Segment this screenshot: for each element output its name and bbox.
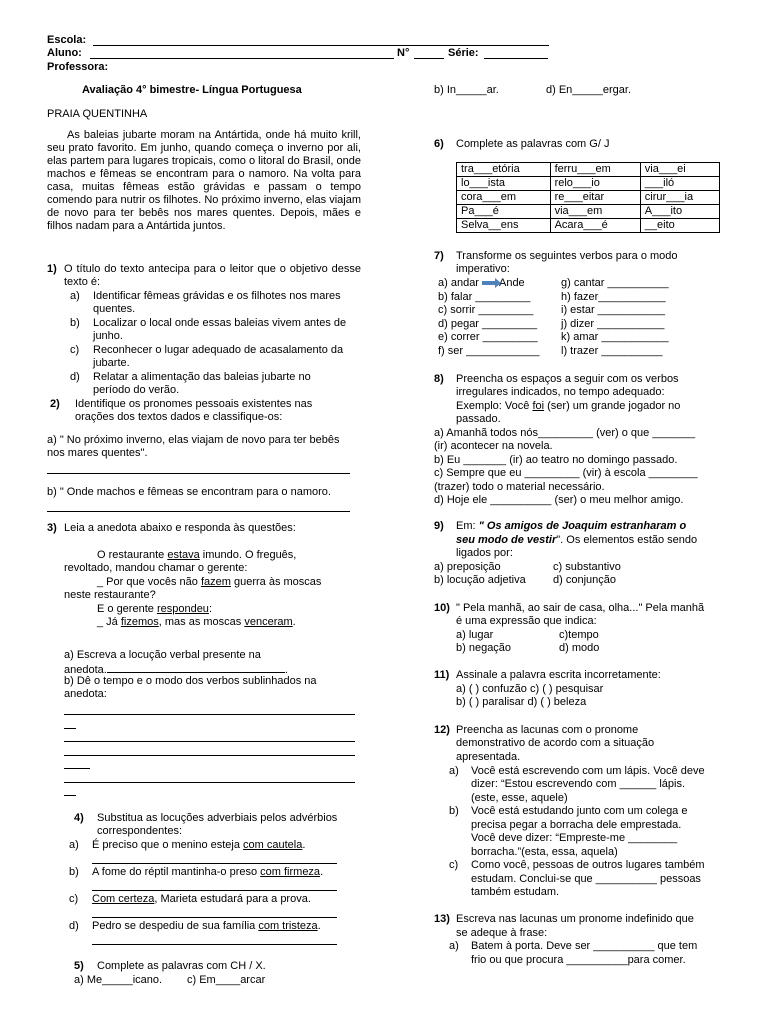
- q4-prompt: Substitua as locuções adverbiais pelos advérbios: [97, 812, 338, 824]
- q7-item: d) pegar _________: [438, 318, 538, 330]
- q1-option-letter: c): [70, 344, 80, 356]
- page-title: Avaliação 4° bimestre- Língua Portuguesa: [82, 84, 302, 96]
- q3-item-b: b) Dê o tempo e o modo dos verbos sublinhados na: [64, 675, 317, 687]
- q1-number: 1): [47, 263, 57, 275]
- q7-number: 7): [434, 250, 444, 262]
- q9-prompt: seu modo de vestir". Os elementos estão sendo: [456, 534, 698, 546]
- q7-item: g) cantar __________: [561, 277, 669, 289]
- q11-number: 11): [434, 669, 450, 681]
- q13-letter: a): [449, 940, 459, 952]
- q13-number: 13): [434, 913, 450, 925]
- q12-item: Você está estudando junto com um colega e: [471, 805, 688, 817]
- q9-number: 9): [434, 520, 444, 532]
- q13-prompt: Escreva nas lacunas um pronome indefinido que: [456, 913, 694, 925]
- text-body: As baleias jubarte moram na Antártida, onde há muito krill, seu prato favorito. Em junho, quando começa o inverno por ali, elas partem para lugares tropicais, como o litoral do Brasil, onde machos e fêmeas se encontram para o namoro. Na volta para casa, muitas fêmeas estão grávidas e passam o tempo comendo para nutrir os filhotes. No próximo inverno, elas viajam de novo para ter bebês nos mares quentes. Depois, mães e filhos nadam para a Antártida juntos.: [47, 129, 361, 232]
- q7-item: j) dizer ___________: [561, 318, 665, 330]
- q10-prompt: é uma expressão que indica:: [456, 615, 597, 627]
- q5-item-c: c) Em____arcar: [187, 974, 266, 986]
- answer-blank[interactable]: [107, 662, 285, 673]
- q12-letter: c): [449, 859, 459, 871]
- q2-item-a: nos mares quentes".: [47, 447, 148, 459]
- q7-item: h) fazer___________: [561, 291, 666, 303]
- q9-prompt: Em: " Os amigos de Joaquim estranharam o: [456, 520, 687, 532]
- table-cell[interactable]: __eito: [640, 219, 719, 233]
- q10-option: c)tempo: [559, 629, 599, 641]
- anecdote-line: _ Por que vocês não fazem guerra às moscas: [97, 576, 322, 588]
- q3-item-a: anedota. .: [64, 664, 288, 676]
- answer-line[interactable]: [92, 890, 337, 891]
- q6-number: 6): [434, 138, 444, 150]
- q8-prompt: irregulares indicados, no tempo adequado:: [456, 386, 665, 398]
- q8-example: Exemplo: Você foi (ser) um grande jogador no: [456, 400, 681, 412]
- q9-option: d) conjunção: [553, 574, 616, 586]
- answer-line[interactable]: [64, 795, 76, 796]
- serie-label: Série:: [448, 47, 479, 59]
- answer-line[interactable]: [47, 473, 350, 474]
- answer-line[interactable]: [92, 917, 337, 918]
- q13-item: frio ou que procura __________para comer.: [471, 954, 686, 966]
- q7-item: k) amar ___________: [561, 331, 669, 343]
- q4-letter: a): [69, 839, 79, 851]
- q7-item: c) sorrir _________: [438, 304, 534, 316]
- table-cell[interactable]: ___iló: [640, 177, 719, 191]
- anecdote-line: O restaurante estava imundo. O freguês,: [97, 549, 297, 561]
- q1-option-letter: b): [70, 317, 80, 329]
- q10-prompt: " Pela manhã, ao sair de casa, olha..." Pela manhã: [456, 602, 705, 614]
- answer-line[interactable]: [64, 741, 355, 742]
- q4-letter: b): [69, 866, 79, 878]
- table-cell[interactable]: cora___em: [457, 191, 551, 205]
- right-arrow-icon: [482, 281, 496, 285]
- answer-line[interactable]: [64, 782, 355, 783]
- q4-item: A fome do réptil mantinha-o preso com firmeza.: [92, 866, 324, 878]
- q2-prompt: Identifique os pronomes pessoais existentes nas: [75, 398, 313, 410]
- q1-option-text: Identificar fêmeas grávidas e os filhotes nos mares: [93, 290, 341, 302]
- q1-option-text: Localizar o local onde essas baleias vivem antes de: [93, 317, 347, 329]
- q7-prompt: imperativo:: [456, 263, 510, 275]
- q4-item: Com certeza, Marieta estudará para a prova.: [92, 893, 311, 905]
- q3-prompt: Leia a anedota abaixo e responda às questões:: [64, 522, 296, 534]
- table-cell[interactable]: Pa___é: [457, 205, 551, 219]
- q1-option-text: Relatar a alimentação das baleias jubarte no: [93, 371, 311, 383]
- q10-option: b) negação: [456, 642, 512, 654]
- q4-letter: c): [69, 893, 79, 905]
- q1-prompt: O título do texto antecipa para o leitor que o objetivo desse texto é:: [64, 263, 361, 288]
- q5-item-d: d) En_____ergar.: [546, 84, 632, 96]
- q11-prompt: Assinale a palavra escrita incorretamente:: [456, 669, 661, 681]
- escola-line: [93, 45, 549, 46]
- q12-item: precisa pegar a borracha dele emprestada.: [471, 819, 682, 831]
- q8-example: passado.: [456, 413, 501, 425]
- q8-item: a) Amanhã todos nós_________ (ver) o que _______: [434, 427, 696, 439]
- q12-prompt: demonstrativo de acordo com a situação: [456, 737, 655, 749]
- q2-prompt: orações dos textos dados e classifique-os:: [75, 411, 283, 423]
- q12-item: Como você, pessoas de outros lugares também: [471, 859, 705, 871]
- answer-line[interactable]: [92, 944, 337, 945]
- table-cell[interactable]: cirur___ia: [640, 191, 719, 205]
- q1-option-letter: a): [70, 290, 80, 302]
- q9-option: b) locução adjetiva: [434, 574, 526, 586]
- q7-item: i) estar ___________: [561, 304, 665, 316]
- q11-options[interactable]: a) ( ) confuzão c) ( ) pesquisar: [456, 683, 604, 695]
- q12-prompt: apresentada.: [456, 751, 521, 763]
- q7-example: a) andar Ande: [438, 277, 525, 289]
- q4-letter: d): [69, 920, 79, 932]
- anecdote-line: E o gerente respondeu:: [97, 603, 212, 615]
- professora-label: Professora:: [47, 61, 109, 73]
- q5-item-a: a) Me_____icano.: [74, 974, 163, 986]
- q2-item-b: b) " Onde machos e fêmeas se encontram para o namoro.: [47, 486, 331, 498]
- q8-item: d) Hoje ele __________ (ser) o meu melhor amigo.: [434, 494, 684, 506]
- answer-line[interactable]: [64, 728, 76, 729]
- table-row: [457, 163, 720, 177]
- q3-number: 3): [47, 522, 57, 534]
- q4-number: 4): [74, 812, 84, 824]
- q3-item-a: a) Escreva a locução verbal presente na: [64, 649, 261, 661]
- q8-item: (ir) acontecer na novela.: [434, 440, 553, 452]
- table-cell[interactable]: Selva__ens: [457, 219, 551, 233]
- escola-label: Escola:: [47, 34, 87, 46]
- q12-item: borracha.”(esta, essa, aquela): [471, 846, 618, 858]
- text-title: PRAIA QUENTINHA: [47, 108, 148, 120]
- q9-option: c) substantivo: [553, 561, 621, 573]
- q13-prompt: se adeque à frase:: [456, 927, 548, 939]
- aluno-label: Aluno:: [47, 47, 82, 59]
- answer-line[interactable]: [64, 768, 90, 769]
- aluno-line: [90, 58, 394, 59]
- q1-option-letter: d): [70, 371, 80, 383]
- q10-option: d) modo: [559, 642, 600, 654]
- q4-prompt: correspondentes:: [97, 825, 182, 837]
- q8-item: b) Eu _______ (ir) ao teatro no domingo passado.: [434, 454, 678, 466]
- q5-number: 5): [74, 960, 84, 972]
- q1-option-text: jubarte.: [93, 357, 130, 369]
- table-cell[interactable]: via___em: [550, 205, 640, 219]
- q3-item-b: anedota:: [64, 688, 107, 700]
- q4-item: Pedro se despediu de sua família com tristeza.: [92, 920, 321, 932]
- table-cell[interactable]: via___ei: [640, 163, 719, 177]
- q1-option-text: quentes.: [93, 303, 136, 315]
- table-row: [457, 219, 720, 233]
- gj-table: [456, 162, 720, 233]
- answer-line[interactable]: [64, 755, 355, 756]
- q8-prompt: Preencha os espaços a seguir com os verbos: [456, 373, 679, 385]
- q7-item: l) trazer __________: [561, 345, 663, 357]
- table-cell[interactable]: relo___io: [550, 177, 640, 191]
- q11-options[interactable]: b) ( ) paralisar d) ( ) beleza: [456, 696, 587, 708]
- q5-item-b: b) In_____ar.: [434, 84, 499, 96]
- q2-item-a: a) " No próximo inverno, elas viajam de novo para ter bebês: [47, 434, 340, 446]
- q7-item: f) ser ____________: [438, 345, 540, 357]
- q12-item: Você está escrevendo com um lápis. Você deve: [471, 765, 705, 777]
- q12-item: dizer: “Estou escrevendo com ______ lápis.: [471, 778, 686, 790]
- table-cell[interactable]: Acara___é: [550, 219, 640, 233]
- numero-label: N°: [397, 47, 410, 59]
- q7-item: e) correr _________: [438, 331, 538, 343]
- q1-option-text: Reconhecer o lugar adequado de acasalamento da: [93, 344, 344, 356]
- table-cell[interactable]: lo___ista: [457, 177, 551, 191]
- q4-item: É preciso que o menino esteja com cautela.: [92, 839, 306, 851]
- serie-line: [484, 58, 548, 59]
- q6-prompt: Complete as palavras com G/ J: [456, 138, 610, 150]
- q12-item: (este, esse, aquele): [471, 792, 568, 804]
- q12-item: também estudam.: [471, 886, 560, 898]
- table-row: [457, 177, 720, 191]
- q7-prompt: Transforme os seguintes verbos para o modo: [456, 250, 678, 262]
- table-row: [457, 205, 720, 219]
- q7-item: b) falar _________: [438, 291, 531, 303]
- table-cell[interactable]: tra___etória: [457, 163, 551, 177]
- anecdote-line: neste restaurante?: [64, 589, 156, 601]
- numero-line: [414, 58, 444, 59]
- q10-number: 10): [434, 602, 450, 614]
- q12-prompt: Preencha as lacunas com o pronome: [456, 724, 639, 736]
- q12-letter: a): [449, 765, 459, 777]
- table-cell[interactable]: A___ito: [640, 205, 719, 219]
- q13-item: Batem à porta. Deve ser __________ que tem: [471, 940, 698, 952]
- q12-letter: b): [449, 805, 459, 817]
- q9-option: a) preposição: [434, 561, 501, 573]
- answer-line[interactable]: [64, 714, 355, 715]
- q12-number: 12): [434, 724, 450, 736]
- table-row: [457, 191, 720, 205]
- q10-option: a) lugar: [456, 629, 494, 641]
- q12-item: estudam. Conclui-se que __________ pessoas: [471, 873, 701, 885]
- q1-option-text: período do verão.: [93, 384, 180, 396]
- anecdote-line: revoltado, mandou chamar o gerente:: [64, 562, 248, 574]
- q2-number: 2): [50, 398, 60, 410]
- q8-item: c) Sempre que eu _________ (vir) à escola ________: [434, 467, 698, 479]
- table-cell[interactable]: re___eitar: [550, 191, 640, 205]
- answer-line[interactable]: [47, 511, 350, 512]
- q8-number: 8): [434, 373, 444, 385]
- anecdote-line: _ Já fizemos, mas as moscas venceram.: [97, 616, 296, 628]
- table-cell[interactable]: ferru___em: [550, 163, 640, 177]
- q5-prompt: Complete as palavras com CH / X.: [97, 960, 266, 972]
- q9-prompt: ligados por:: [456, 547, 513, 559]
- q1-option-text: junho.: [93, 330, 123, 342]
- q12-item: Você deve dizer: “Empreste-me ________: [471, 832, 678, 844]
- q8-item: (trazer) todo o material necessário.: [434, 481, 605, 493]
- answer-line[interactable]: [92, 863, 337, 864]
